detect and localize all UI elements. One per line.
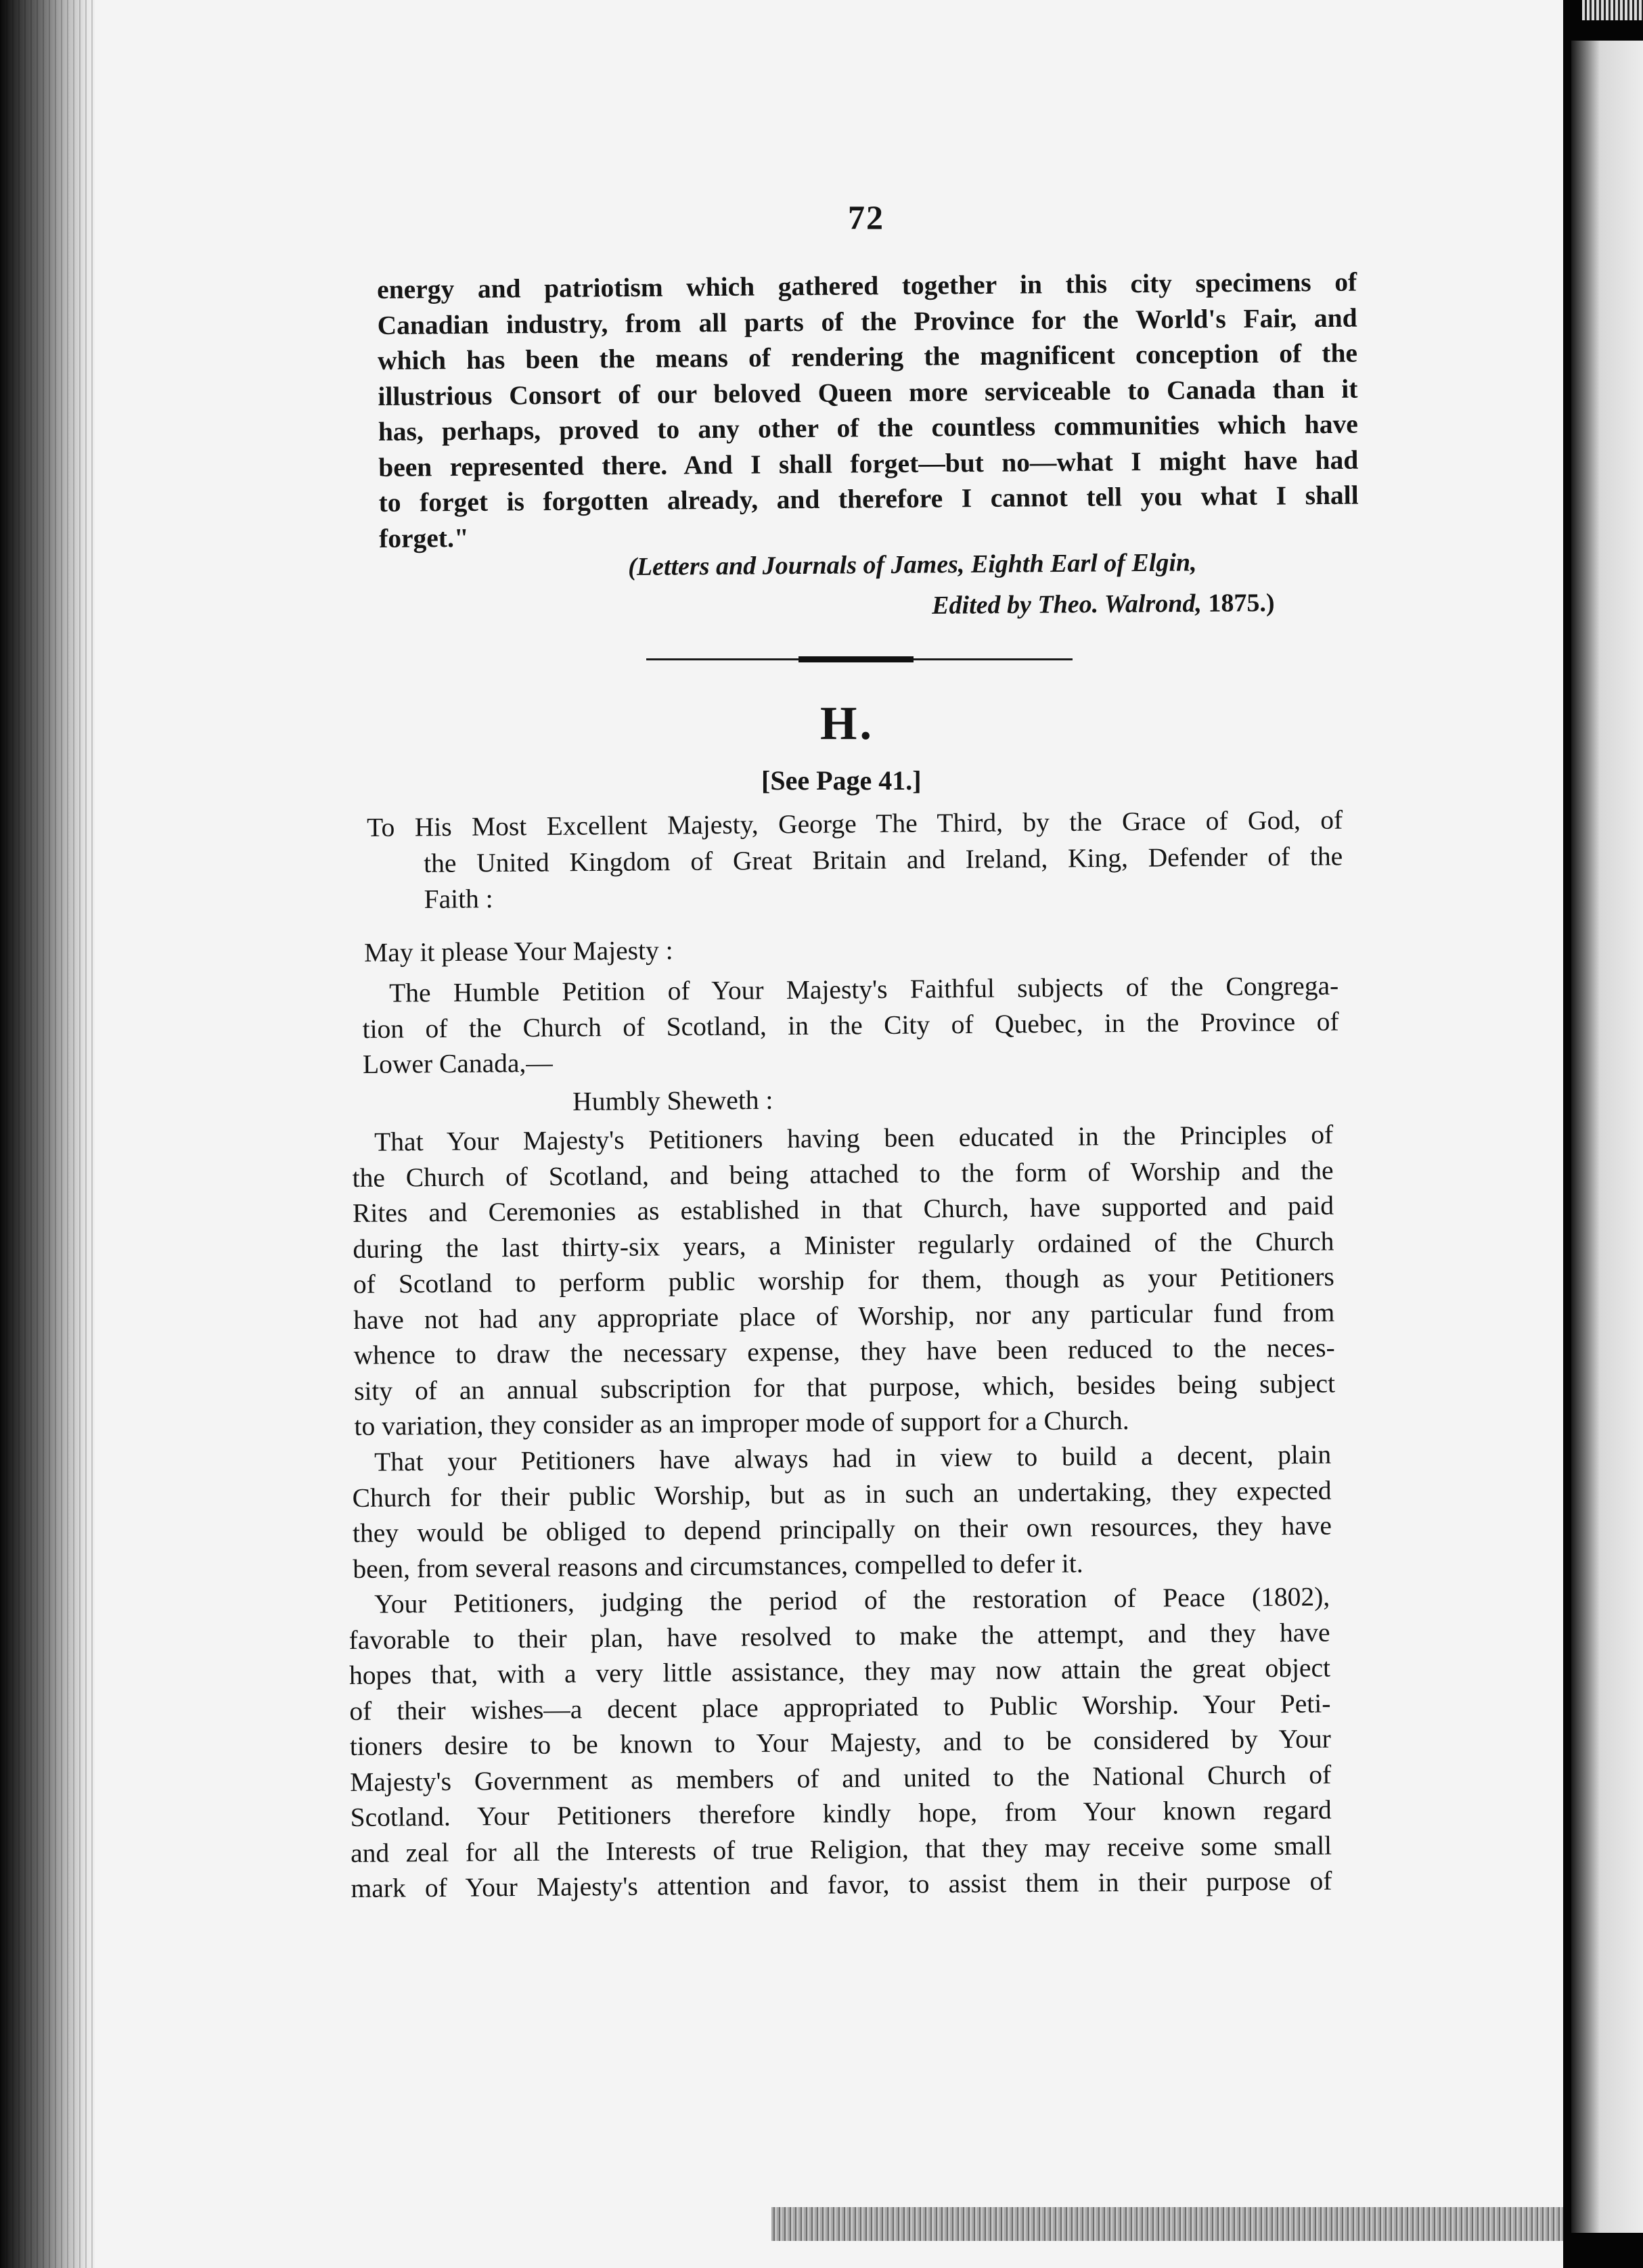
petition-paragraph-2: [352, 1437, 1332, 1587]
text-line: That your Petitioners have always had in view to build a decent, plain: [374, 1439, 1332, 1477]
text-line: Humbly Sheweth :: [572, 1085, 773, 1116]
text-line: The Humble Petition of Your Majesty's Faithful subjects of the Congrega-: [389, 970, 1339, 1008]
section-heading: H.: [820, 698, 874, 750]
text-line: been, from several reasons and circumstances, compelled to defer it.: [353, 1548, 1083, 1584]
text-line: and zeal for all the Interests of true Religion, that they may receive some small: [350, 1830, 1332, 1868]
page-reference: [See Page 41.]: [761, 765, 922, 796]
text-line: illustrious Consort of our beloved Queen more serviceable to Canada than it: [378, 373, 1358, 411]
text-line: which has been the means of rendering the magnificent conception of the: [377, 338, 1358, 376]
text-line: energy and patriotism which gathered together in this city specimens of: [377, 267, 1357, 304]
section-divider: [646, 656, 1073, 662]
text-line: Your Petitioners, judging the period of the restoration of Peace (1802),: [374, 1581, 1330, 1619]
next-page-edge: [1571, 41, 1643, 2233]
text-line: May it please Your Majesty :: [364, 935, 673, 968]
text-line: Church for their public Worship, but as in such an undertaking, they expected: [352, 1475, 1332, 1513]
salutation: [364, 931, 905, 971]
text-line: favorable to their plan, have resolved to make the attempt, and they have: [348, 1617, 1330, 1655]
text-line: has, perhaps, proved to any other of the countless communities which have: [378, 409, 1358, 447]
text-line: the United Kingdom of Great Britain and Ireland, King, Defender of the: [424, 841, 1343, 878]
corner-marks: [1582, 0, 1643, 20]
text-line: Scotland. Your Petitioners therefore kindly hope, from Your known regard: [350, 1794, 1332, 1832]
text-line: That Your Majesty's Petitioners having been educated in the Principles of: [374, 1119, 1334, 1157]
citation-text: (Letters and Journals of James, Eighth Earl of Elgin,: [628, 548, 1197, 581]
sheweth-heading: [572, 1081, 911, 1119]
citation-editor: Edited by Theo. Walrond,: [932, 589, 1202, 620]
divider-thick-line: [798, 656, 914, 662]
text-line: mark of Your Majesty's attention and favor, to assist them in their purpose of: [351, 1865, 1332, 1903]
text-line: forget.": [378, 522, 469, 553]
spine-texture: [0, 0, 102, 2268]
text-line: tioners desire to be known to Your Majesty, and to be considered by Your: [349, 1723, 1331, 1761]
text-line: they would be obliged to depend principally on their own resources, they have: [352, 1510, 1332, 1548]
text-line: to forget is forgotten already, and therefore I cannot tell you what I shall: [378, 480, 1359, 518]
text-line: been represented there. And I shall forget—but no—what I might have had: [378, 445, 1359, 482]
text-line: the Church of Scotland, and being attached to the form of Worship and the: [352, 1155, 1334, 1193]
page-number: 72: [848, 198, 884, 236]
text-line: Lower Canada,—: [362, 1047, 553, 1079]
text-line: sity of an annual subscription for that purpose, which, besides being subject: [353, 1368, 1336, 1406]
citation-line-2: [932, 585, 1275, 623]
text-line: whence to draw the necessary expense, they have been reduced to the neces-: [353, 1332, 1335, 1370]
text-line: of Scotland to perform public worship for them, though as your Petitioners: [353, 1261, 1334, 1299]
text-line: during the last thirty-six years, a Minister regularly ordained of the Church: [353, 1226, 1334, 1264]
text-line: have not had any appropriate place of Worship, nor any particular fund from: [353, 1297, 1335, 1335]
petition-paragraph-1: [352, 1117, 1336, 1445]
text-line: tion of the Church of Scotland, in the City of Quebec, in the Province of: [362, 1006, 1339, 1044]
text-line: Rites and Ceremonies as established in that Church, have supported and paid: [352, 1190, 1334, 1228]
address-continuation: [424, 838, 1343, 917]
petition-paragraph-3: [348, 1579, 1332, 1907]
text-line: To His Most Excellent Majesty, George The Third, by the Grace of God, of: [367, 804, 1343, 842]
text-line: hopes that, with a very little assistance, they may now attain the great object: [348, 1652, 1331, 1690]
text-line: Canadian industry, from all parts of the Province for the World's Fair, and: [377, 302, 1357, 340]
text-line: Majesty's Government as members of and united to the National Church of: [350, 1759, 1332, 1797]
citation-year: 1875.): [1208, 589, 1275, 618]
petition-intro: [362, 968, 1339, 1083]
intro-paragraph: [377, 265, 1359, 556]
text-line: to variation, they consider as an improper mode of support for a Church.: [354, 1405, 1129, 1441]
citation-line-1: [628, 545, 1197, 585]
scan-noise-strip: [771, 2207, 1563, 2241]
text-line: of their wishes—a decent place appropriated to Public Worship. Your Peti-: [349, 1688, 1331, 1726]
text-line: Faith :: [424, 883, 493, 914]
